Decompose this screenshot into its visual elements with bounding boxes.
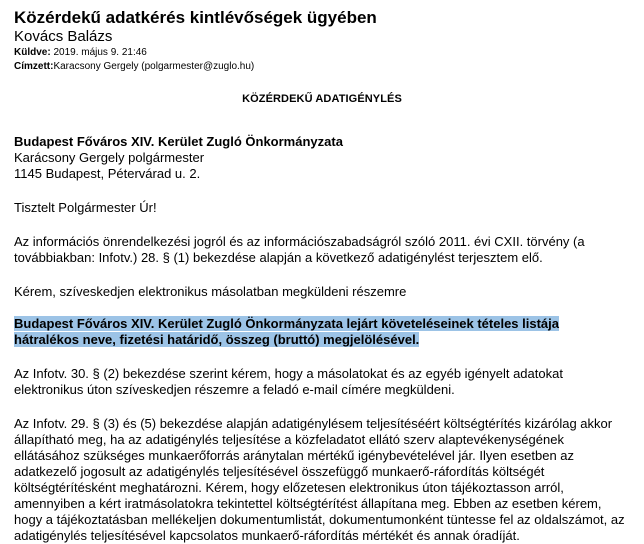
paragraph-request-intro: Kérem, szíveskedjen elektronikus másolatban megküldeni részemre (14, 284, 407, 299)
paragraph-cost: Az Infotv. 29. § (3) és (5) bekezdése alapján adatigénylésem teljesítéséért költségtérítés kizárólag akkor állapítható meg, ha az adatigénylés teljesítése a közfeladatot ellátó szerv alaptevékenységének ellátásához szükséges munkaerőforrás aránytalan mértékű igénybevételével jár. Ilyen esetben az adatkezelő jogosult az adatigénylés teljesítésével összefüggő munkaerő-ráfordítás költségét költségtérítésként meghatározni. Kérem, hogy előzetesen elektronikus úton tájékoztasson arról, amennyiben a kért iratmásolatokra tekintettel költségtérítést állapítana meg. Ebben az esetben kérem, hogy a tájékoztatásban mellékeljen dokumentumlistát, dokumentumonként tüntesse fel az oldalszámot, az adatigénylés teljesítésével kapcsolatos munkaerő-ráfordítás mértékét és annak óradíját. (14, 416, 625, 543)
addressee: Karácsony Gergely polgármester (14, 150, 205, 165)
to-value[interactable]: Karacsony Gergely (polgarmester@zuglo.hu) (53, 61, 255, 72)
salutation: Tisztelt Polgármester Úr! (14, 200, 157, 215)
paragraph-legal-basis: Az információs önrendelkezési jogról és az információszabadságról szóló 2011. évi CXII. törvény (a továbbiakban: Infotv.) 28. § (1) bekezdése alapján a következő adatigénylést terjesztem elő. (14, 234, 585, 265)
sent-label: Küldve: (14, 47, 51, 58)
highlighted-request[interactable] (14, 316, 630, 348)
request-line-1: Budapest Főváros XIV. Kerület Zugló Önkormányzata lejárt követeléseinek tételes listája (14, 316, 559, 331)
email-sender: Kovács Balázs (14, 28, 113, 45)
paragraph-delivery: Az Infotv. 30. § (2) bekezdése szerint kérem, hogy a másolatokat és az egyéb igényelt adatokat elektronikus úton szíveskedjen részemre a feladó e-mail címére megküldeni. (14, 366, 563, 397)
org-name: Budapest Főváros XIV. Kerület Zugló Önkormányzata (14, 134, 343, 149)
email-subject: Közérdekű adatkérés kintlévőségek ügyében (14, 8, 377, 27)
to-row (14, 60, 630, 74)
to-label: Címzett: (14, 61, 54, 72)
sent-value: 2019. május 9. 21:46 (53, 47, 147, 58)
address: 1145 Budapest, Pétervárad u. 2. (14, 166, 201, 181)
request-line-2: hátralékos neve, fizetési határidő, összeg (bruttó) megjelölésével. (14, 332, 420, 347)
sent-row (14, 46, 630, 60)
document-heading: KÖZÉRDEKŰ ADATIGÉNYLÉS (242, 93, 402, 105)
